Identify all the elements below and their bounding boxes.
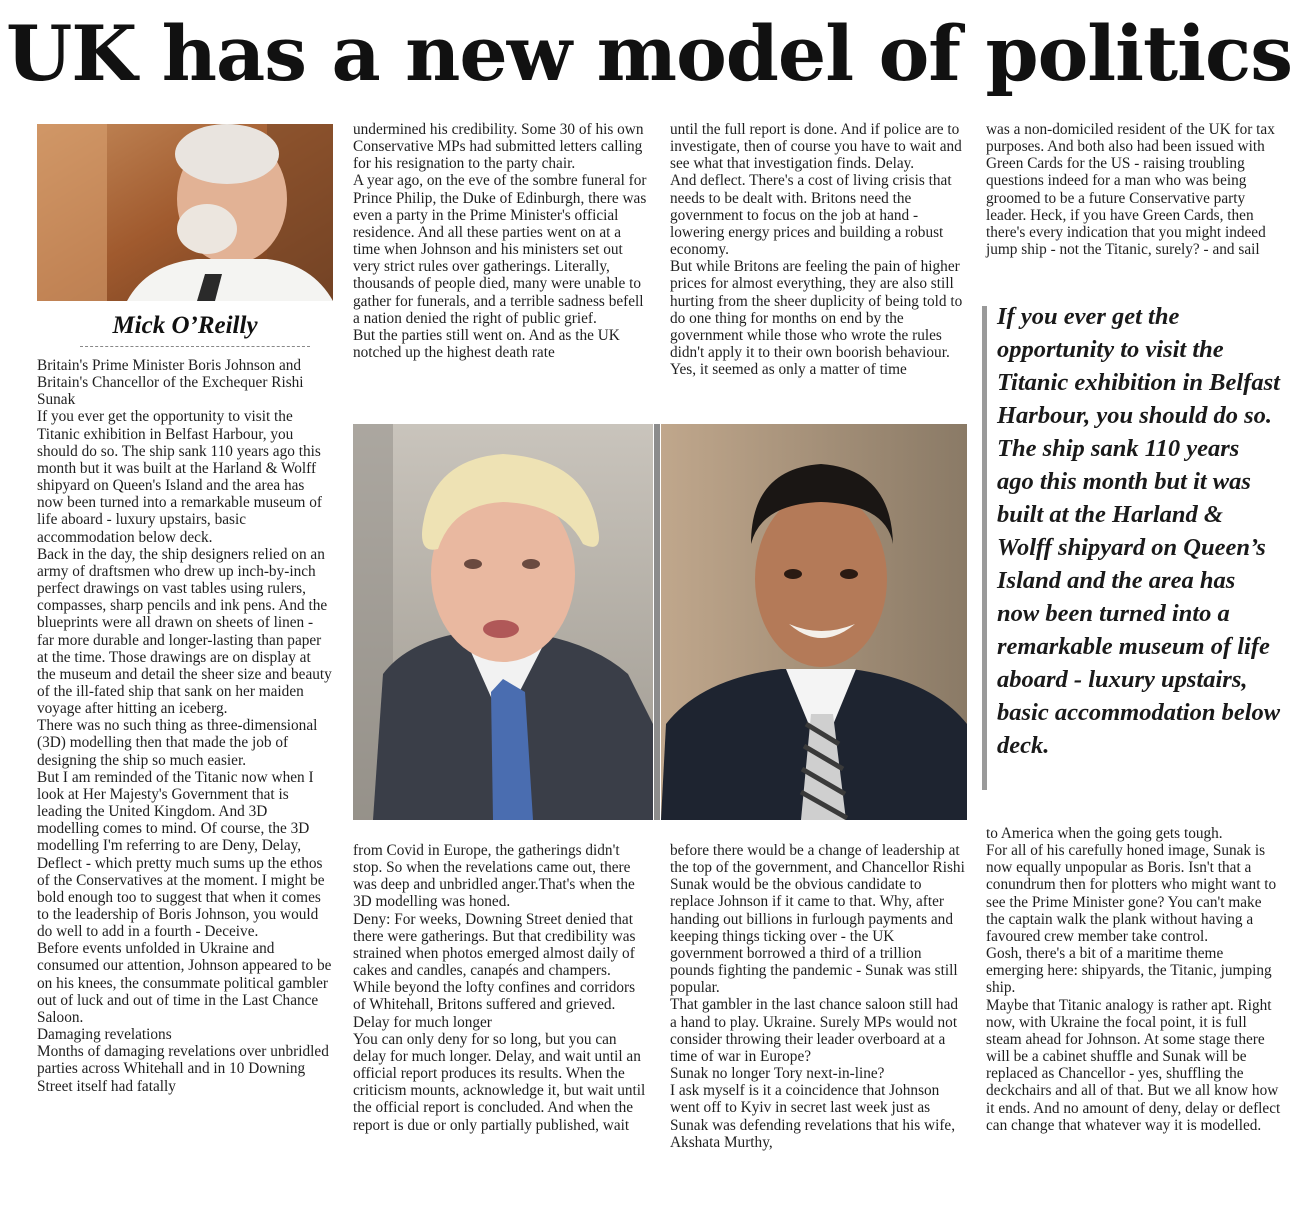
headline: UK has a new model of politics	[5, 9, 1293, 98]
paragraph: A year ago, on the eve of the sombre funeral for Prince Philip, the Duke of Edinburgh, there was even a party in the Prime Minister's official residence. And all these parties went on at a time when Johnson and his ministers set out very strict rules over gatherings. Literally, thousands of people died, many were unable to gather for funerals, and a terrible sadness befell a nation denied the right of public grief.	[353, 172, 647, 327]
paragraph: before there would be a change of leadership at the top of the government, and Chancellor Rishi Sunak would be the obvious candidate to replace Johnson if it came to that. Why, after handing out billions in furlough payments and keeping things ticking over - the UK government borrowed a third of a trillion pounds fighting the pandemic - Sunak was still popular.	[670, 842, 965, 997]
paragraph: Before events unfolded in Ukraine and consumed our attention, Johnson appeared to be on his knees, the consummate political gambler out of luck and out of time in the Last Chance Saloon.	[37, 940, 332, 1026]
photo-divider	[654, 424, 660, 820]
paragraph: Back in the day, the ship designers relied on an army of draftsmen who drew up inch-by-inch perfect drawings on vast tables using rulers, compasses, sharp pencils and ink pens. And the blueprints were all drawn on sheets of linen - far more durable and longer-lasting than paper at the time. Those drawings are on display at the museum and detail the sheer size and beauty of the ill-fated ship that sank on her maiden voyage after hitting an iceberg.	[37, 545, 332, 718]
paragraph: You can only deny for so long, but you can delay for much longer. Delay, and wait until an official report produces its results. When the criticism mounts, acknowledge it, but wait until the official report is concluded. And when the report is due or only partially published, wait	[353, 1030, 646, 1134]
paragraph: Months of damaging revelations over unbridled parties across Whitehall and in 10 Downing Street itself had fatally	[37, 1043, 329, 1095]
paragraph: from Covid in Europe, the gatherings didn't stop. So when the revelations came out, there was deep and unbridled anger.That's when the 3D modelling was honed.	[353, 842, 635, 911]
paragraph: Yes, it seemed as only a matter of time	[670, 361, 907, 379]
paragraph: was a non-domiciled resident of the UK for tax purposes. And both also had been issued with Green Cards for the US - raising troubling questions indeed for a man who was being groomed to be a future Conservative party leader. Heck, if you have Green Cards, then there's every indication that you might indeed jump ship - not the Titanic, surely? - and sail	[986, 121, 1275, 259]
column-3-top	[670, 121, 968, 378]
subheading: Sunak no longer Tory next-in-line?	[670, 1065, 885, 1083]
paragraph: There was no such thing as three-dimensional (3D) modelling then that made the job of designing the ship so much easier.	[37, 717, 318, 769]
subheading: Delay for much longer	[353, 1013, 492, 1031]
paragraph: And deflect. There's a cost of living crisis that needs to be dealt with. Britons need the government to focus on the job at hand - lowering energy prices and building a robust economy.	[670, 172, 952, 259]
pull-quote-bar	[982, 306, 987, 790]
column-4-top	[986, 121, 1282, 258]
paragraph: For all of his carefully honed image, Sunak is now equally unpopular as Boris. Isn't that a conundrum then for plotters who might want to see the Prime Minister gone? You can't make the captain walk the plank without having a favoured crew member take control.	[986, 842, 1277, 945]
column-1	[37, 357, 333, 1095]
paragraph: If you ever get the opportunity to visit the Titanic exhibition in Belfast Harbour, you should do so. The ship sank 110 years ago this month but it was built at the Harland & Wolff shipyard on Queen's Island and the area has now been turned into a remarkable museum of life aboard - luxury upstairs, basic accommodation below deck.	[37, 408, 323, 546]
rishi-sunak-photo	[661, 424, 967, 820]
paragraph: to America when the going gets tough.	[986, 825, 1223, 842]
subheading: Damaging revelations	[37, 1026, 172, 1044]
paragraph: I ask myself is it a coincidence that Johnson went off to Kyiv in secret last week just as Sunak was defending revelations that his wife, Akshata Murthy,	[670, 1082, 956, 1151]
column-4-bottom	[986, 825, 1282, 1134]
pull-quote	[997, 300, 1282, 762]
paragraph: Deny: For weeks, Downing Street denied that there were gatherings. But that credibility was strained when photos emerged almost daily of cakes and candles, canapés and champers. While beyond the lofty confines and corridors of Whitehall, Britons suffered and grieved.	[353, 910, 636, 1014]
boris-johnson-photo	[353, 424, 653, 820]
paragraph: until the full report is done. And if police are to investigate, then of course you have to wait and see what that investigation finds. Delay.	[670, 121, 962, 173]
pull-quote-text: If you ever get the opportunity to visit the Titanic exhibition in Belfast Harbour, you should do so. The ship sank 110 years ago this month but it was built at the Harland & Wolff shipyard on Queen’s Island and the area has now been turned into a remarkable museum of life aboard - luxury upstairs, basic accommodation below deck.	[997, 303, 1281, 759]
column-3-bottom	[670, 842, 968, 1151]
paragraph: But I am reminded of the Titanic now when I look at Her Majesty's Government that is leading the United Kingdom. And 3D modelling comes to mind. Of course, the 3D modelling I'm referring to are Deny, Delay, Deflect - which pretty much sums up the ethos of the Conservatives at the moment. I might be bold enough too to suggest that when it comes to the leadership of Boris Johnson, you would do well to add in a fourth - Deceive.	[37, 768, 325, 941]
column-2-bottom	[353, 842, 651, 1134]
paragraph: But while Britons are feeling the pain of higher prices for almost everything, they are also still hurting from the sheer duplicity of being told to do one thing for months on end by the government while those who wrote the rules didn't apply it to their own boorish behaviour.	[670, 258, 963, 362]
paragraph: undermined his credibility. Some 30 of his own Conservative MPs had submitted letters calling for his resignation to the party chair.	[353, 121, 644, 173]
column-2-top	[353, 121, 651, 361]
paragraph: Gosh, there's a bit of a maritime theme emerging here: shipyards, the Titanic, jumping ship.	[986, 945, 1272, 997]
paragraph: But the parties still went on. And as the UK notched up the highest death rate	[353, 326, 620, 362]
paragraph: Maybe that Titanic analogy is rather apt. Right now, with Ukraine the focal point, it is full steam ahead for Johnson. At some stage there will be a cabinet shuffle and Sunak will be replaced as Chancellor - yes, shuffling the deckchairs and all of that. But we all know how it ends. And no amount of deny, delay or deflect can change that whatever way it is modelled.	[986, 996, 1281, 1134]
photo-caption: Britain's Prime Minister Boris Johnson and Britain's Chancellor of the Exchequer Rishi Sunak	[37, 357, 304, 409]
author-name: Mick O’Reilly	[112, 312, 258, 339]
paragraph: That gambler in the last chance saloon still had a hand to play. Ukraine. Surely MPs would not consider throwing their leader overboard at a time of war in Europe?	[670, 996, 959, 1065]
byline-divider	[80, 346, 310, 347]
author-photo	[37, 124, 333, 301]
